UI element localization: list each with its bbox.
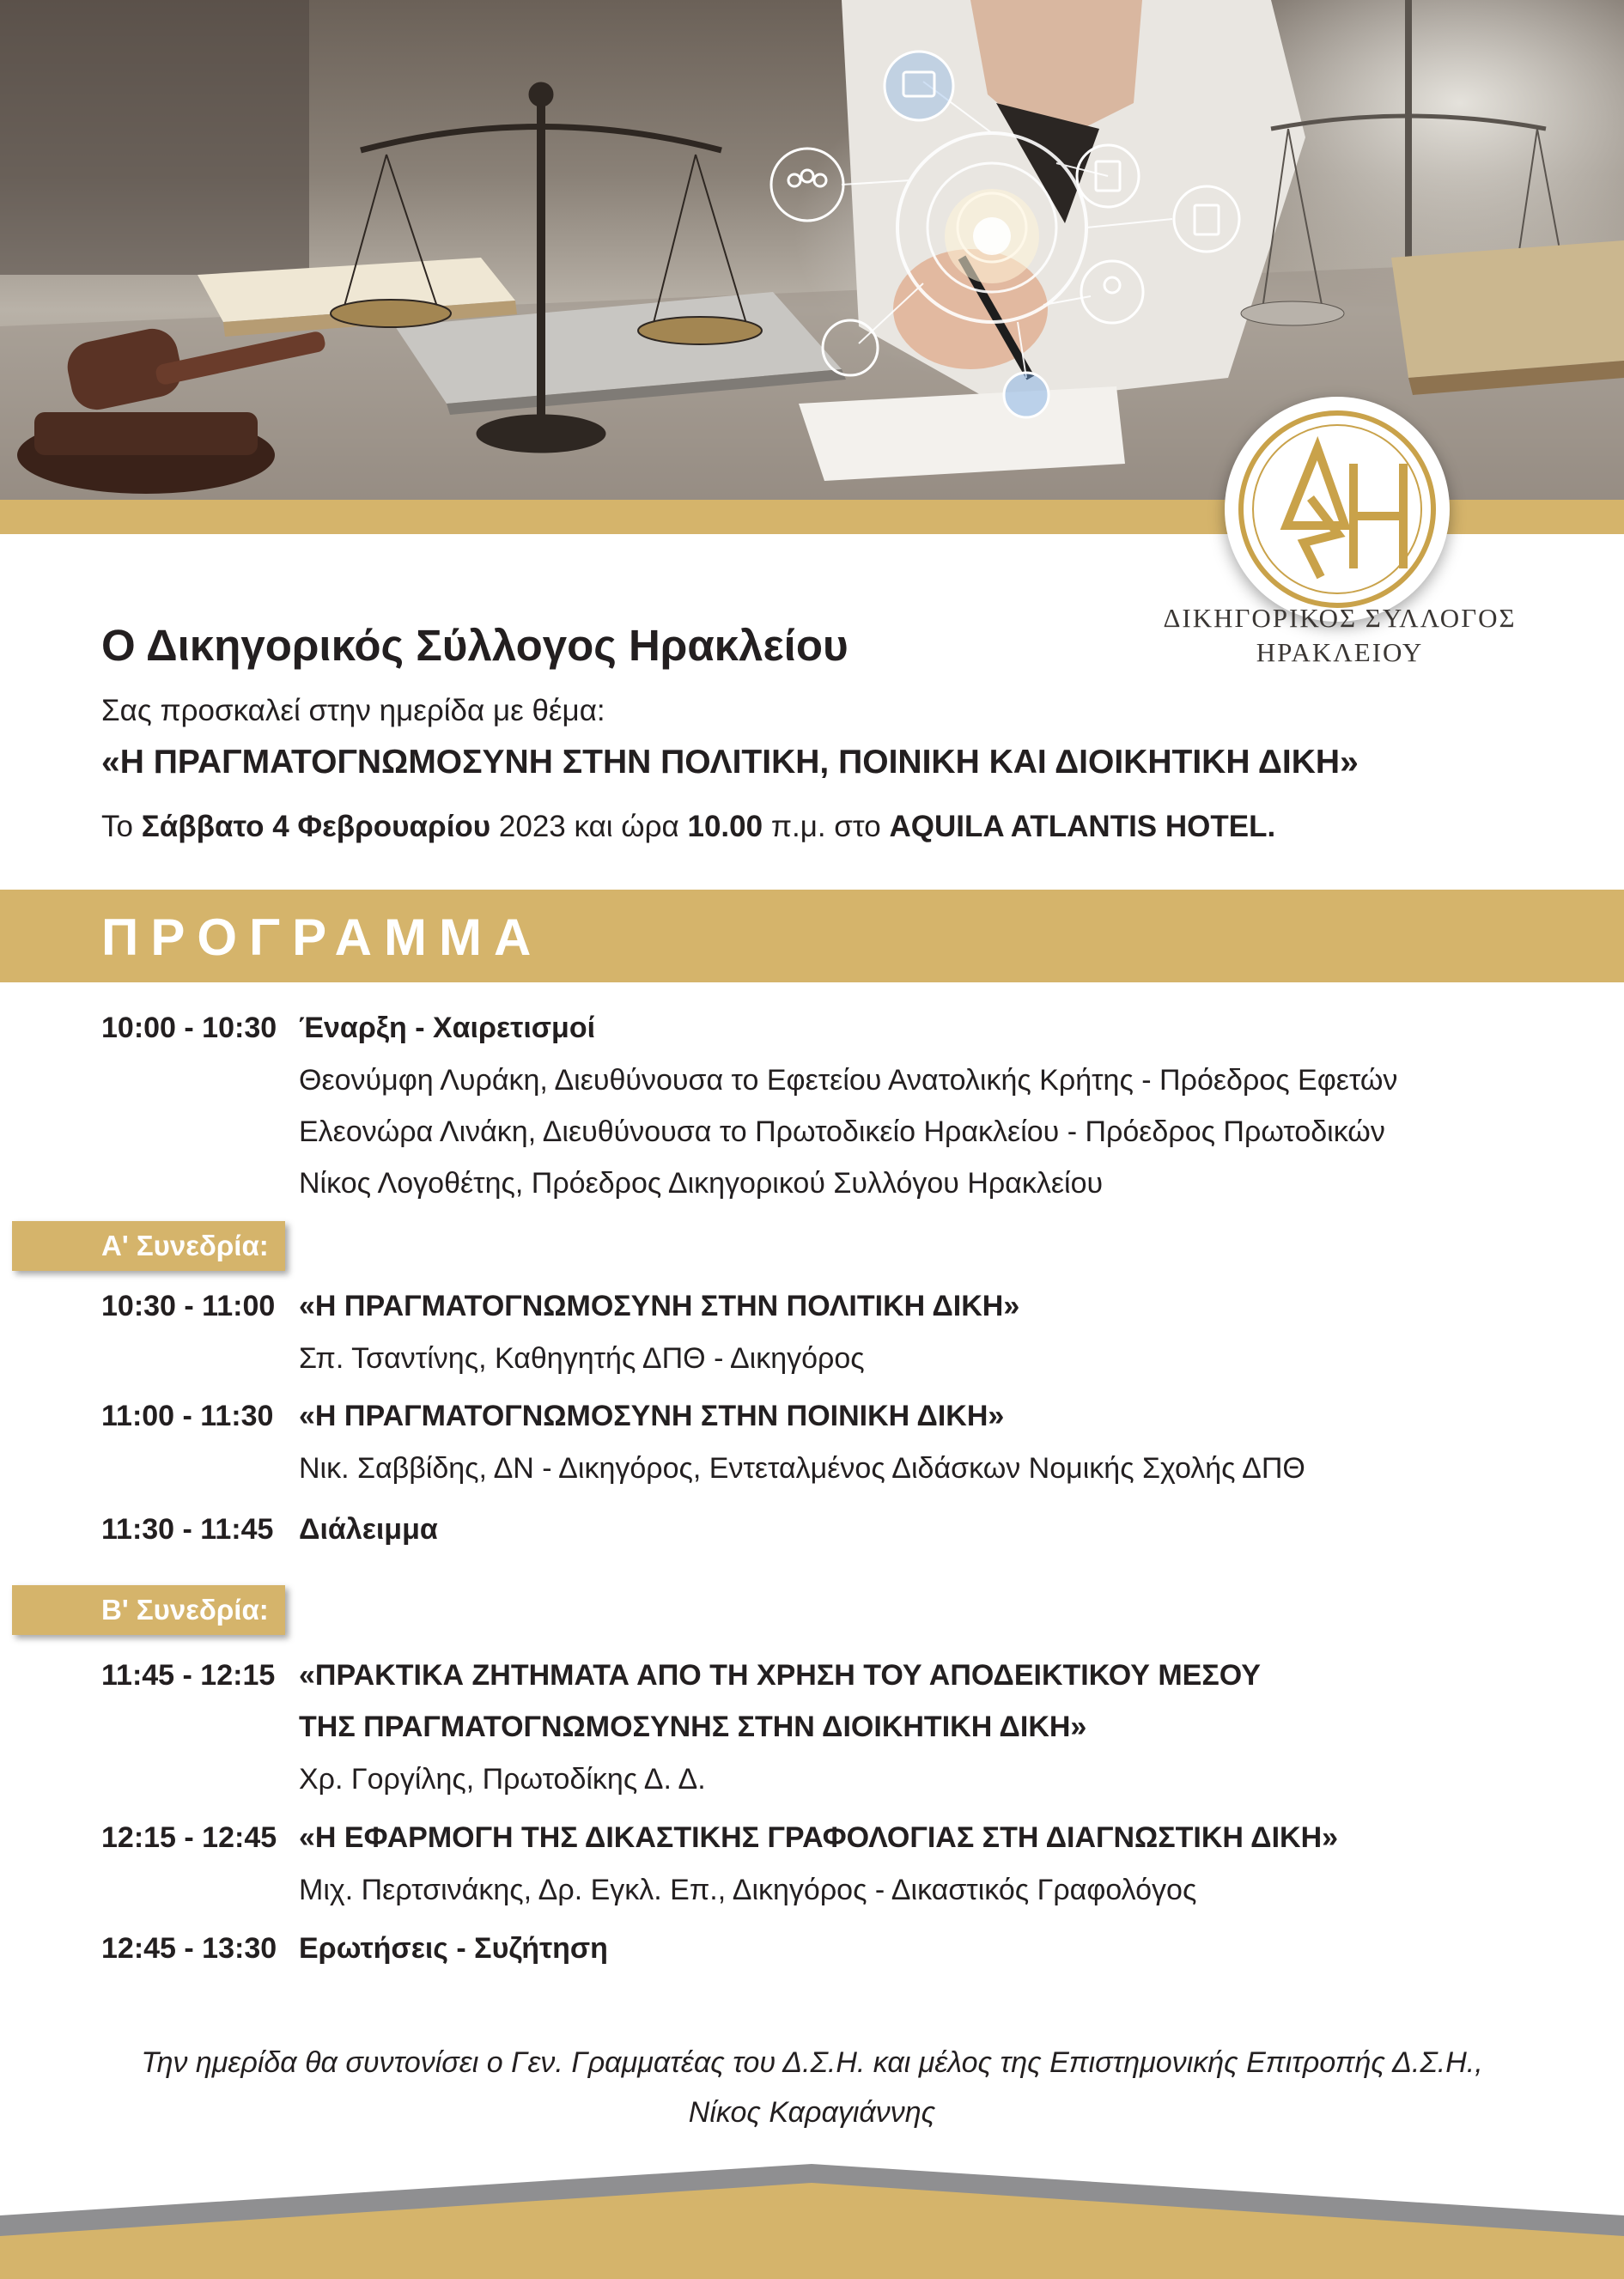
logo-caption-line1: ΔΙΚΗΓΟΡΙΚΟΣ ΣΥΛΛΟΓΟΣ (1163, 603, 1517, 633)
session-a-item2-title: «Η ΠΡΑΓΜΑΤΟΓΝΩΜΟΣΥΝΗ ΣΤΗΝ ΠΟΙΝΙΚΗ ΔΙΚΗ» (299, 1400, 1005, 1432)
session-b-item1-speaker: Χρ. Γοργίλης, Πρωτοδίκης Δ. Δ. (299, 1763, 706, 1796)
program-heading: ΠΡΟΓΡΑΜΜΑ (101, 909, 544, 966)
session-a-item1-speaker: Σπ. Τσαντίνης, Καθηγητής ΔΠΘ - Δικηγόρος (299, 1342, 865, 1375)
bar-association-logo (1225, 397, 1450, 622)
session-a-item2-speaker: Νικ. Σαββίδης, ΔΝ - Δικηγόρος, Εντεταλμένος Διδάσκων Νομικής Σχολής ΔΠΘ (299, 1452, 1305, 1485)
session-a-label: Α' Συνεδρία: (101, 1230, 269, 1261)
event-date-venue (101, 810, 1275, 844)
document-icon (885, 52, 953, 120)
when-year: 2023 και ώρα (490, 810, 688, 843)
moderator-note-line2: Νίκος Καραγιάννης (688, 2096, 936, 2129)
session-a-item1-title: «Η ΠΡΑΓΜΑΤΟΓΝΩΜΟΣΥΝΗ ΣΤΗΝ ΠΟΛΙΤΙΚΗ ΔΙΚΗ» (299, 1290, 1020, 1322)
team-icon (771, 149, 843, 221)
opening-speaker-2: Ελεονώρα Λινάκη, Διευθύνουσα το Πρωτοδικείο Ηρακλείου - Πρόεδρος Πρωτοδικών (299, 1115, 1385, 1148)
session-b-item2-time: 12:15 - 12:45 (101, 1821, 277, 1854)
event-venue: AQUILA ATLANTIS HOTEL. (889, 810, 1276, 843)
session-a-item2-time: 11:00 - 11:30 (101, 1400, 274, 1432)
session-b-item2-title: «Η ΕΦΑΡΜΟΓΗ ΤΗΣ ΔΙΚΑΣΤΙΚΗΣ ΓΡΑΦΟΛΟΓΙΑΣ ΣΤΗ ΔΙΑΓΝΩΣΤΙΚΗ ΔΙΚΗ» (299, 1821, 1339, 1854)
when-prefix: Το (101, 810, 142, 843)
invitation-text: Σας προσκαλεί στην ημερίδα με θέμα: (101, 694, 605, 727)
logo-caption-line2: ΗΡΑΚΛΕΙΟΥ (1256, 637, 1424, 667)
break-title: Διάλειμμα (299, 1513, 438, 1546)
event-theme: «Η ΠΡΑΓΜΑΤΟΓΝΩΜΟΣΥΝΗ ΣΤΗΝ ΠΟΛΙΤΙΚΗ, ΠΟΙΝΙΚΗ ΚΑΙ ΔΙΟΙΚΗΤΙΚΗ ΔΙΚΗ» (101, 744, 1359, 781)
opening-title: Έναρξη - Χαιρετισμοί (299, 1012, 596, 1044)
session-a-tag (12, 1221, 285, 1271)
home-icon (1004, 373, 1049, 417)
footer-decoration (0, 2164, 1624, 2279)
opening-speaker-3: Νίκος Λογοθέτης, Πρόεδρος Δικηγορικού Συλλόγου Ηρακλείου (299, 1167, 1104, 1200)
break-time: 11:30 - 11:45 (101, 1513, 274, 1546)
opening-time: 10:00 - 10:30 (101, 1012, 277, 1044)
session-b-item1-title-line2: ΤΗΣ ΠΡΑΓΜΑΤΟΓΝΩΜΟΣΥΝΗΣ ΣΤΗΝ ΔΙΟΙΚΗΤΙΚΗ ΔΙΚΗ» (299, 1711, 1087, 1743)
moderator-note-line1: Την ημερίδα θα συντονίσει ο Γεν. Γραμματέας του Δ.Σ.Η. και μέλος της Επιστημονικής Επιτροπής Δ.Σ.Η., (141, 2046, 1483, 2079)
qa-title: Ερωτήσεις - Συζήτηση (299, 1932, 608, 1965)
when-mid: π.μ. στο (763, 810, 890, 843)
session-b-item2-speaker: Μιχ. Περτσινάκης, Δρ. Εγκλ. Επ., Δικηγόρος - Δικαστικός Γραφολόγος (299, 1874, 1197, 1906)
organization-name: Ο Δικηγορικός Σύλλογος Ηρακλείου (101, 621, 848, 670)
qa-time: 12:45 - 13:30 (101, 1932, 277, 1965)
session-b-tag (12, 1585, 285, 1635)
session-b-label: Β' Συνεδρία: (101, 1594, 269, 1626)
opening-speaker-1: Θεονύμφη Λυράκη, Διευθύνουσα το Εφετείου Ανατολικής Κρήτης - Πρόεδρος Εφετών (299, 1064, 1398, 1097)
logo-caption (1142, 601, 1537, 670)
session-b-item1-title-line1: «ΠΡΑΚΤΙΚΑ ΖΗΤΗΜΑΤΑ ΑΠΟ ΤΗ ΧΡΗΣΗ ΤΟΥ ΑΠΟΔΕΙΚΤΙΚΟΥ ΜΕΣΟΥ (299, 1659, 1261, 1692)
session-a-item1-time: 10:30 - 11:00 (101, 1290, 276, 1322)
event-time: 10.00 (687, 810, 763, 843)
session-b-item1-time: 11:45 - 12:15 (101, 1659, 276, 1692)
event-date: Σάββατο 4 Φεβρουαρίου (141, 810, 491, 843)
